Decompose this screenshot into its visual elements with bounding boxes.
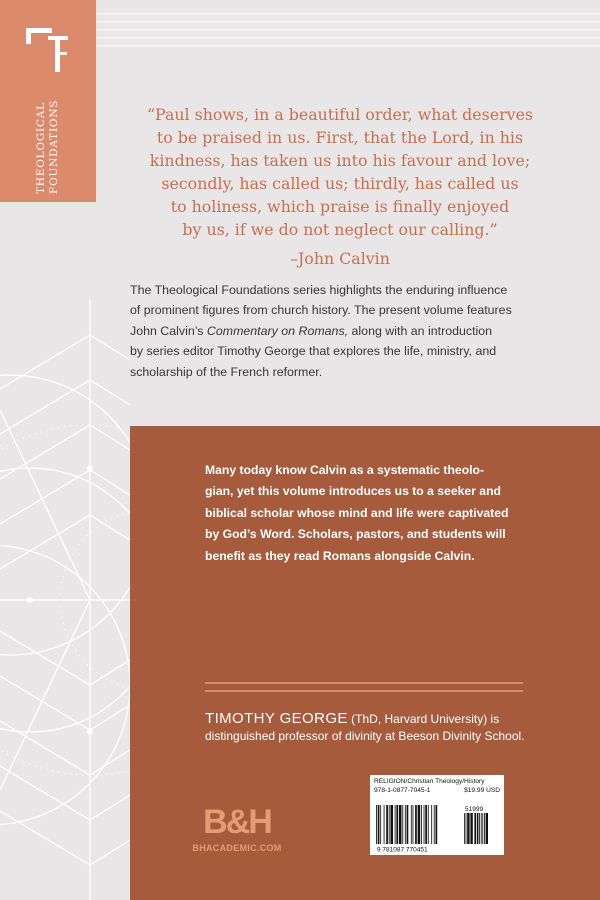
barcode-addon-bar: [467, 813, 469, 844]
bh-publisher-logo: [192, 802, 282, 838]
barcode-bar: [411, 805, 412, 844]
barcode-addon-number: 51999: [465, 806, 484, 813]
barcode-addon-bar: [477, 813, 479, 844]
quote-line: kindness, has taken us into his favour and love;: [149, 151, 531, 170]
barcode-addon-bar: [486, 813, 488, 844]
barcode-addon-bar: [464, 813, 465, 844]
quote-line: by us, if we do not neglect our calling.”: [182, 220, 498, 239]
publisher-block: [182, 802, 292, 858]
barcode-addon-bar: [481, 813, 482, 844]
author-credentials: (ThD, Harvard University) is: [347, 712, 500, 726]
barcode-info: [374, 778, 500, 795]
blurb-line: by God’s Word. Scholars, pastors, and students will: [205, 527, 506, 542]
theological-foundations-logo-icon: [24, 26, 72, 74]
barcode-bar: [386, 805, 388, 844]
blurb-line: biblical scholar whose mind and life were captivated: [205, 505, 509, 520]
quote-line: secondly, has called us; thirdly, has called us: [161, 174, 519, 193]
description-line: of prominent figures from church history. The present volume features: [130, 303, 512, 318]
decorative-horizontal-lines: [96, 0, 600, 60]
description-line: scholarship of the French reformer.: [130, 364, 323, 379]
barcode-bar: [376, 805, 377, 844]
barcode-bar: [434, 805, 435, 844]
barcode-addon-bar: [484, 813, 485, 844]
barcode-bar: [407, 805, 409, 844]
author-bio: [205, 710, 535, 745]
quote-attribution: –John Calvin: [290, 249, 390, 268]
barcode-addon-bar: [474, 813, 476, 844]
barcode-addon-bar: [479, 813, 480, 844]
series-name-line-1: THEOLOGICAL: [35, 102, 47, 194]
barcode-bar: [380, 805, 381, 844]
barcode-bar: [415, 805, 417, 844]
barcode-bar: [421, 805, 422, 844]
description-text: along with an introduction: [348, 323, 493, 338]
barcode-bar: [413, 805, 414, 844]
barcode-addon-bar: [470, 813, 472, 844]
barcode-bar: [436, 805, 438, 844]
barcode-isbn: 978-1-0877-7045-1: [374, 786, 431, 794]
barcode-bar: [395, 805, 396, 844]
blurb-line: Many today know Calvin as a systematic theolo-: [205, 463, 485, 477]
barcode-graphic: [374, 805, 500, 853]
quote-line: “Paul shows, in a beautiful order, what deserves: [146, 105, 534, 124]
barcode-category: RELIGION/Christian Theology/History: [374, 778, 485, 785]
barcode-addon-bar: [482, 813, 483, 844]
barcode-bar: [424, 805, 425, 844]
blurb-line: gian, yet this volume introduces us to a seeker and: [205, 484, 501, 499]
author-position: distinguished professor of divinity at Beeson Divinity School.: [205, 729, 525, 743]
barcode-bar: [425, 805, 427, 844]
description-line: [130, 321, 560, 341]
logo-letter: F: [24, 26, 25, 27]
barcode-bar: [428, 805, 429, 844]
book-title-italic: Commentary on Romans,: [206, 323, 349, 338]
publisher-url: BHACADEMIC.COM: [192, 843, 282, 853]
series-logo-panel: [0, 0, 96, 202]
barcode-bar: [431, 805, 432, 844]
description-text: John Calvin’s: [130, 323, 207, 338]
divider-rule: [205, 682, 523, 684]
series-name-vertical: [34, 76, 60, 194]
barcode-addon-bar: [466, 813, 467, 844]
barcode-bar: [399, 805, 402, 844]
barcode-bar: [418, 805, 421, 844]
book-blurb: [205, 460, 527, 567]
description-line: The Theological Foundations series highlights the enduring influence: [130, 283, 508, 297]
barcode-bar: [396, 805, 398, 844]
series-description: [130, 280, 560, 382]
divider-rule: [205, 690, 523, 692]
rust-content-panel: [130, 426, 600, 900]
barcode-bar: [402, 805, 403, 844]
barcode-bar: [390, 805, 393, 844]
barcode-bar: [405, 805, 406, 844]
blurb-line: benefit as they read Romans alongside Calvin.: [205, 548, 475, 563]
series-name-line-2: FOUNDATIONS: [48, 99, 60, 194]
pull-quote: [130, 103, 550, 270]
author-name: TIMOTHY GEORGE: [205, 710, 348, 727]
barcode-bar: [378, 805, 380, 844]
barcode-number: 9 781087 770451: [377, 846, 428, 853]
barcode-bar: [389, 805, 390, 844]
barcode-price: $19.99 USD: [464, 786, 500, 794]
quote-line: to be praised in us. First, that the Lord, in his: [156, 128, 524, 147]
barcode-bar: [384, 805, 385, 844]
isbn-barcode: [370, 775, 504, 855]
publisher-logo-text: B&H: [203, 803, 271, 838]
description-line: by series editor Timothy George that explores the life, ministry, and: [130, 344, 497, 359]
quote-line: to holiness, which praise is finally enjoyed: [170, 197, 510, 216]
